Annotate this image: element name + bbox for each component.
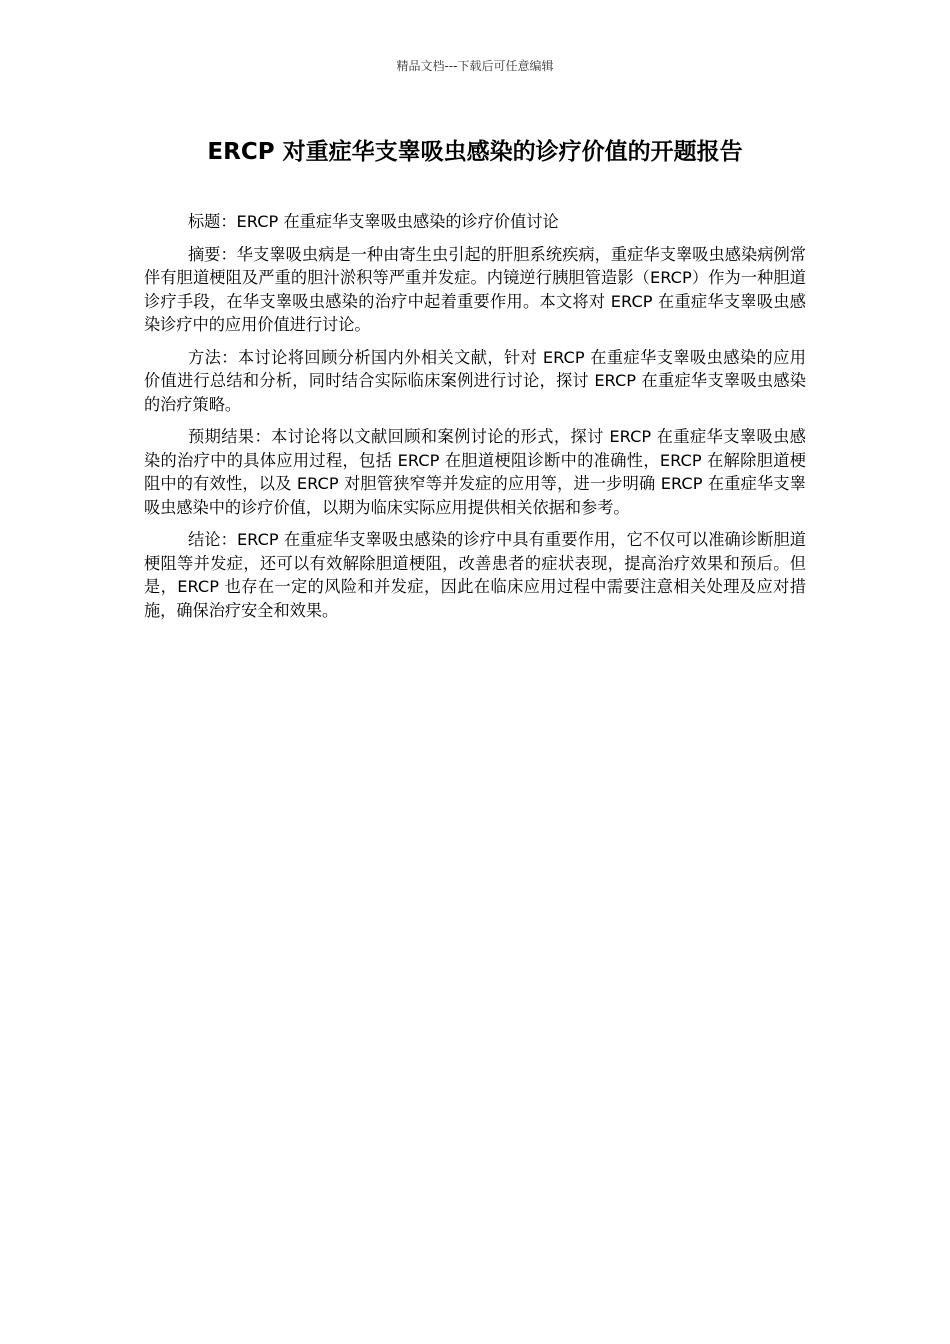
abstract-paragraph: 摘要：华支睾吸虫病是一种由寄生虫引起的肝胆系统疾病，重症华支睾吸虫感染病例常伴有胆道梗阻及严重的胆汁淤积等严重并发症。内镜逆行胰胆管造影（ERCP）作为一种胆道诊疗手段，在华支睾吸虫感染的治疗中起着重要作用。本文将对 ERCP 在重症华支睾吸虫感染诊疗中的应用价值进行讨论。 (144, 244, 806, 334)
conclusion-paragraph: 结论：ERCP 在重症华支睾吸虫感染的诊疗中具有重要作用，它不仅可以准确诊断胆道梗阻等并发症，还可以有效解除胆道梗阻，改善患者的症状表现，提高治疗效果和预后。但是，ERCP 也存在一定的风险和并发症，因此在临床应用过程中需要注意相关处理及应对措施，确保治疗安全和效果。 (144, 530, 806, 620)
header-note: 精品文档---下载后可任意编辑 (396, 59, 554, 73)
methods-paragraph: 方法：本讨论将回顾分析国内外相关文献，针对 ERCP 在重症华支睾吸虫感染的应用价值进行总结和分析，同时结合实际临床案例进行讨论，探讨 ERCP 在重症华支睾吸虫感染的治疗策略。 (144, 347, 806, 414)
document-body (144, 210, 806, 631)
expected-results-paragraph: 预期结果：本讨论将以文献回顾和案例讨论的形式，探讨 ERCP 在重症华支睾吸虫感染的治疗中的具体应用过程，包括 ERCP 在胆道梗阻诊断中的准确性，ERCP 在解除胆道梗阻中的有效性，以及 ERCP 对胆管狭窄等并发症的应用等，进一步明确 ERCP 在重症华支睾吸虫感染中的诊疗价值，以期为临床实际应用提供相关依据和参考。 (144, 427, 806, 517)
title-paragraph: 标题：ERCP 在重症华支睾吸虫感染的诊疗价值讨论 (188, 212, 559, 231)
document-title: ERCP 对重症华支睾吸虫感染的诊疗价值的开题报告 (207, 139, 743, 165)
